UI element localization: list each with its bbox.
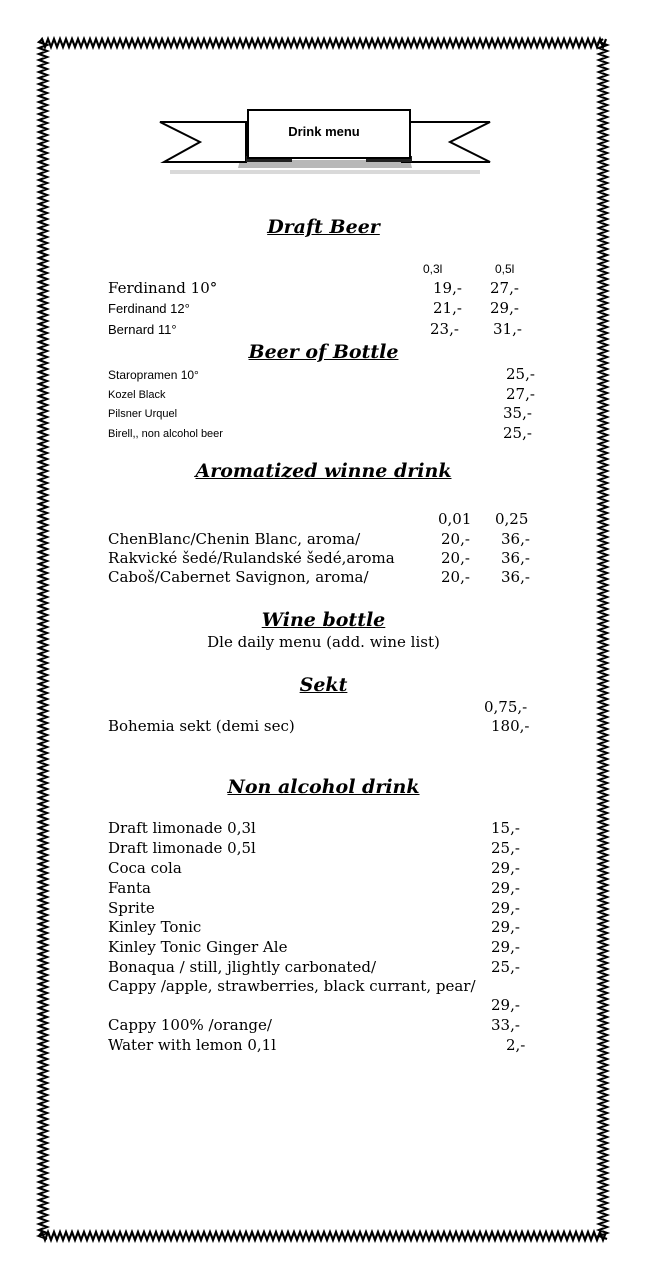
ribbon-icon	[150, 108, 498, 178]
non-alcohol-item-name: Coca cola	[108, 859, 182, 877]
draft-item-price-small: 23,-	[430, 320, 459, 338]
non-alcohol-item-name: Fanta	[108, 879, 151, 897]
draft-item-price-small: 21,-	[433, 299, 462, 317]
bottle-item-name: Kozel Black	[108, 389, 166, 401]
cappy-orange-name: Cappy 100% /orange/	[108, 1016, 272, 1034]
draft-col-small: 0,3l	[423, 262, 443, 276]
sekt-col: 0,75,-	[484, 698, 528, 716]
cappy-fruit-price: 29,-	[491, 996, 520, 1014]
draft-item-name: Ferdinand 12°	[108, 301, 190, 316]
non-alcohol-item-name: Kinley Tonic	[108, 918, 202, 936]
non-alcohol-item-price: 29,-	[491, 918, 520, 936]
water-price: 2,-	[506, 1036, 526, 1054]
non-alcohol-item-price: 29,-	[491, 938, 520, 956]
draft-item-price-small: 19,-	[433, 279, 462, 297]
sekt-item-price: 180,-	[491, 717, 530, 735]
draft-item-name: Bernard 11°	[108, 322, 177, 337]
wine-item-price-large: 36,-	[501, 530, 530, 548]
bottle-item-price: 27,-	[506, 385, 535, 403]
wine-item-name: Caboš/Cabernet Savignon, aroma/	[108, 568, 369, 586]
bottle-item-name: Birell,, non alcohol beer	[108, 428, 223, 440]
non-alcohol-heading: Non alcohol drink	[227, 776, 420, 798]
wine-bottle-note: Dle daily menu (add. wine list)	[207, 633, 440, 651]
wine-bottle-heading: Wine bottle	[261, 609, 386, 631]
non-alcohol-item-price: 25,-	[491, 839, 520, 857]
bottle-beer-heading: Beer of Bottle	[248, 341, 399, 363]
draft-col-large: 0,5l	[495, 262, 515, 276]
bottle-item-name: Pilsner Urquel	[108, 408, 178, 420]
banner-title: Drink menu	[288, 124, 360, 139]
draft-item-name: Ferdinand 10°	[108, 279, 218, 297]
wine-drink-heading: Aromatized winne drink	[195, 460, 452, 482]
draft-item-price-large: 29,-	[490, 299, 519, 317]
draft-item-price-large: 27,-	[490, 279, 519, 297]
wine-item-price-large: 36,-	[501, 549, 530, 567]
wine-item-name: Rakvické šedé/Rulandské šedé,aroma	[108, 549, 395, 567]
non-alcohol-item-price: 29,-	[491, 879, 520, 897]
wine-item-price-small: 20,-	[441, 530, 470, 548]
bottle-item-price: 25,-	[506, 365, 535, 383]
non-alcohol-item-name: Sprite	[108, 899, 155, 917]
cappy-orange-price: 33,-	[491, 1016, 520, 1034]
non-alcohol-item-price: 29,-	[491, 859, 520, 877]
bottle-item-price: 35,-	[503, 404, 532, 422]
water-name: Water with lemon 0,1l	[108, 1036, 277, 1054]
draft-item-price-large: 31,-	[493, 320, 522, 338]
wine-item-price-small: 20,-	[441, 568, 470, 586]
non-alcohol-item-price: 25,-	[491, 958, 520, 976]
wine-item-name: ChenBlanc/Chenin Blanc, aroma/	[108, 530, 361, 548]
draft-beer-heading: Draft Beer	[267, 216, 380, 238]
wine-col-small: 0,01	[438, 510, 472, 528]
title-banner	[150, 108, 498, 178]
non-alcohol-item-name: Bonaqua / still, jlightly carbonated/	[108, 958, 376, 976]
non-alcohol-item-name: Draft limonade 0,3l	[108, 819, 256, 837]
non-alcohol-item-price: 15,-	[491, 819, 520, 837]
wine-item-price-small: 20,-	[441, 549, 470, 567]
non-alcohol-item-name: Draft limonade 0,5l	[108, 839, 256, 857]
wine-col-large: 0,25	[495, 510, 529, 528]
wine-item-price-large: 36,-	[501, 568, 530, 586]
non-alcohol-item-price: 29,-	[491, 899, 520, 917]
cappy-fruit-name: Cappy /apple, strawberries, black currant, pear/	[108, 977, 476, 995]
bottle-item-price: 25,-	[503, 424, 532, 442]
non-alcohol-item-name: Kinley Tonic Ginger Ale	[108, 938, 288, 956]
sekt-item-name: Bohemia sekt (demi sec)	[108, 717, 295, 735]
sekt-heading: Sekt	[299, 674, 348, 696]
bottle-item-name: Staropramen 10°	[108, 368, 199, 382]
